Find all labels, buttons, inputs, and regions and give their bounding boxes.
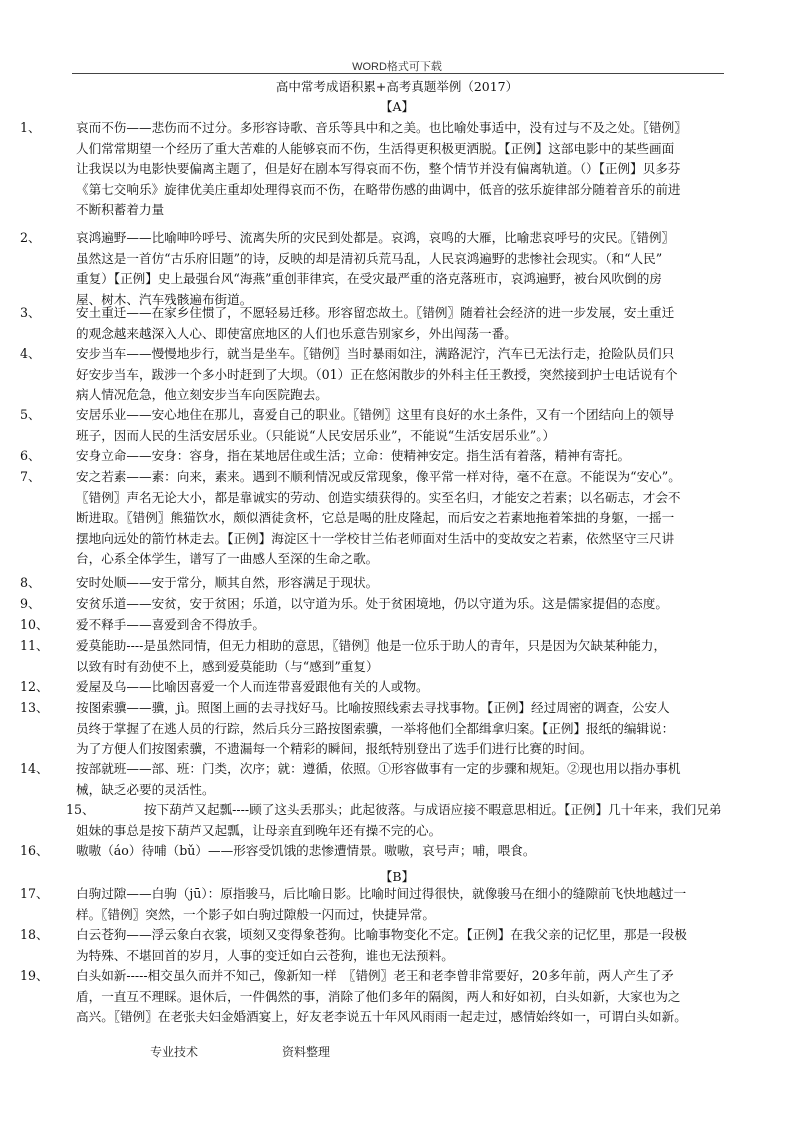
entry-number: 9、 <box>20 596 41 611</box>
entry-10 <box>20 615 760 636</box>
entry-first-line <box>20 800 760 821</box>
entry-line <box>20 249 760 270</box>
entry-number: 13、 <box>20 700 49 715</box>
entry-7 <box>20 467 760 570</box>
entry-number: 18、 <box>20 927 49 942</box>
entry-text: 嗷嗷（áo）待哺（bǔ）——形容受饥饿的悲惨遭情景。嗷嗷，哀号声；哺，喂食。 <box>76 843 536 858</box>
entry-first-line <box>20 594 760 615</box>
entry-15 <box>20 800 760 841</box>
entry-text: 械，缺乏必要的灵活性。 <box>76 781 215 797</box>
entry-line <box>20 549 760 570</box>
entry-text: 爱不释手——喜爱到舍不得放手。 <box>76 617 265 632</box>
entry-number: 5、 <box>20 407 41 422</box>
entry-1 <box>20 118 760 221</box>
entry-line <box>20 159 760 180</box>
entry-4 <box>20 344 760 406</box>
entry-line <box>20 987 760 1008</box>
entry-12 <box>20 677 760 698</box>
entry-text: 盾，一直互不理睬。退休后，一件偶然的事，消除了他们多年的隔阂，两人和好如初，白头如新，大家也为之 <box>76 988 681 1004</box>
entry-text: 人们常常期望一个经历了重大苦难的人能够哀而不伤，生活得更积极更洒脱。【正例】这部电影中的某些画面 <box>76 140 675 156</box>
entry-text: 病人情况危急，他立刻安步当车向医院跑去。 <box>76 387 328 402</box>
entry-19 <box>20 966 760 1028</box>
entry-line <box>20 905 760 926</box>
entry-line <box>20 529 760 550</box>
entry-first-line <box>20 467 760 488</box>
entry-first-line <box>20 344 760 365</box>
entry-text: 虽然这是一首仿“古乐府旧题”的诗，反映的却是清初兵荒马乱，人民哀鸿遍野的悲惨社会现实。（和“人民” <box>76 250 663 266</box>
entry-5 <box>20 405 760 446</box>
entry-text: 爱莫能助----是虽然同情，但无力相助的意思，〖错例〗他是一位乐于助人的青年，只是因为欠缺某种能力， <box>76 638 667 653</box>
entry-number: 4、 <box>20 346 41 361</box>
entry-2 <box>20 228 760 310</box>
entry-text: 台，心系全体学生，谱写了一曲感人至深的生命之歌。 <box>76 551 379 566</box>
entry-first-line <box>20 759 760 780</box>
entry-text: 哀而不伤——悲伤而不过分。多形容诗歌、音乐等具中和之美。也比喻处事适中，没有过与不及之处。〖错例〗 <box>76 120 687 135</box>
entry-3 <box>20 303 760 344</box>
entry-line <box>20 426 760 447</box>
entry-text: 样。〖错例〗突然，一个影子如白驹过隙般一闪而过，快捷异常。 <box>76 906 435 922</box>
entry-number: 19、 <box>20 968 49 983</box>
document-title: 高中常考成语积累+高考真题举例（2017） <box>275 79 519 94</box>
entry-number: 12、 <box>20 679 49 694</box>
entry-first-line <box>20 615 760 636</box>
entry-line <box>20 1007 760 1028</box>
entry-17 <box>20 884 760 925</box>
entry-first-line <box>20 573 760 594</box>
entry-line <box>20 657 760 678</box>
entry-text: 屋、树木、汽车残骸遍布街道。 <box>76 291 253 307</box>
entry-first-line <box>20 636 760 657</box>
entry-first-line <box>20 698 760 719</box>
entry-text: 断进取。〖错例〗熊猫饮水，颇似酒徒贪杯，它总是喝的肚皮隆起，而后安之若素地拖着笨拙的身躯，一摇一 <box>76 510 675 525</box>
entry-number: 3、 <box>20 305 41 320</box>
entry-number: 8、 <box>20 575 41 590</box>
entry-line <box>20 946 760 967</box>
entry-text: 好安步当车，跋涉一个多小时赶到了大坝。（01）正在悠闲散步的外科主任王教授，突然接到护士电话说有个 <box>76 366 678 382</box>
entry-text: 安步当车——慢慢地步行，就当是坐车。〖错例〗当时暴雨如注，满路泥泞，汽车已无法行走，抢险队员们只 <box>76 346 675 361</box>
entry-number: 16、 <box>20 843 49 858</box>
entry-text: 爱屋及乌——比喻因喜爱一个人而连带喜爱跟他有关的人或物。 <box>76 679 429 694</box>
entry-text: 高兴。〖错例〗在老张夫妇金婚酒宴上，好友老李说五十年风风雨雨一起走过，感情始终如一，可谓白头如新。 <box>76 1009 687 1024</box>
entry-first-line <box>20 303 760 324</box>
entry-13 <box>20 698 760 760</box>
entry-text: 安身立命——安身：容身，指在某地居住或生活；立命：使精神安定。指生活有着落，精神有寄托。 <box>76 448 631 463</box>
entry-text: 让我误以为电影快要偏离主题了，但是好在剧本写得哀而不伤，整个情节并没有偏离轨道。（）【正例】贝多芬 <box>76 161 681 176</box>
entry-number: 15、 <box>66 802 95 817</box>
entry-text: 重复）【正例】史上最强台风“海燕”重创菲律宾，在受灾最严重的洛克落班市，哀鸿遍野，被台风吹倒的房 <box>76 271 662 286</box>
entry-first-line <box>20 925 760 946</box>
entry-text: 白驹过隙——白驹（jū）：原指骏马，后比喻日影。比喻时间过得很快，就像骏马在细小的缝隙前飞快地越过一 <box>76 886 687 901</box>
entry-line <box>20 269 760 290</box>
entry-line <box>20 488 760 509</box>
entry-line <box>20 200 760 221</box>
footer-left: 专业技术 <box>150 1045 199 1059</box>
entry-18 <box>20 925 760 966</box>
entry-text: 安居乐业——安心地住在那儿，喜爱自己的职业。〖错例〗这里有良好的水土条件，又有一个团结向上的领导 <box>76 407 675 422</box>
entry-text: 不断积蓄着力量 <box>76 202 165 217</box>
entry-line <box>20 385 760 406</box>
entry-line <box>20 780 760 801</box>
entry-8 <box>20 573 760 594</box>
entry-first-line <box>20 966 760 987</box>
entry-text: 白云苍狗——浮云象白衣裳，顷刻又变得象苍狗。比喻事物变化不定。【正例】在我父亲的记忆里，那是一段极 <box>76 927 687 942</box>
entry-text: 以致有时有劲使不上，感到爱莫能助（与“感到”重复） <box>76 658 379 674</box>
entry-text: 摆地向远处的箭竹林走去。【正例】海淀区十一学校甘兰佑老师面对生活中的变故安之若素，依然坚守三尺讲 <box>76 530 675 546</box>
section-heading-a: 【A】 <box>379 99 415 114</box>
entry-text: 安之若素——素：向来，素来。遇到不顺利情况或反常现象，像平常一样对待，毫不在意。不能误为“安心”。 <box>76 469 681 484</box>
entry-text: 班子，因而人民的生活安居乐业。（只能说“人民安居乐业”，不能说“生活安居乐业”。） <box>76 427 556 443</box>
entry-text: 按图索骥——骥，jì。照图上画的去寻找好马。比喻按照线索去寻找事物。【正例】经过周密的调查，公安人 <box>76 700 670 715</box>
entry-text: 姐妹的事总是按下葫芦又起瓢，让母亲直到晚年还有操不完的心。 <box>76 822 442 838</box>
entry-number: 10、 <box>20 617 49 632</box>
entry-line <box>20 139 760 160</box>
entry-text: 哀鸿遍野——比喻呻吟呼号、流离失所的灾民到处都是。哀鸿，哀鸣的大雁，比喻悲哀呼号的灾民。〖错例〗 <box>76 230 675 245</box>
entry-first-line <box>20 118 760 139</box>
entry-9 <box>20 594 760 615</box>
entry-6 <box>20 446 760 467</box>
entry-text: 按下葫芦又起瓢----顾了这头丢那头；此起彼落。与成语应接不暇意思相近。【正例】几十年来，我们兄弟 <box>144 802 722 817</box>
entry-line <box>20 821 760 842</box>
footer-right: 资料整理 <box>282 1045 331 1059</box>
entry-number: 14、 <box>20 761 49 776</box>
section-heading-b: 【B】 <box>379 869 415 884</box>
entry-line <box>20 365 760 386</box>
entry-line <box>20 180 760 201</box>
entry-text: 员终于掌握了在逃人员的行踪，然后兵分三路按图索骥，一举将他们全都缉拿归案。【正例】报纸的编辑说： <box>76 720 675 736</box>
entry-number: 2、 <box>20 230 41 245</box>
entry-line <box>20 719 760 740</box>
entry-number: 17、 <box>20 886 49 901</box>
entry-line <box>20 324 760 345</box>
entry-first-line <box>20 446 760 467</box>
entry-text: 《第七交响乐》旋律优美庄重却处理得哀而不伤，在略带伤感的曲调中，低音的弦乐旋律部分随着音乐的前进 <box>76 181 681 197</box>
entry-11 <box>20 636 760 677</box>
entry-text: 安时处顺——安于常分，顺其自然，形容满足于现状。 <box>76 575 379 590</box>
entry-first-line <box>20 884 760 905</box>
entry-first-line <box>20 228 760 249</box>
entry-number: 6、 <box>20 448 41 463</box>
entry-text: 白头如新-----相交虽久而并不知己，像新知一样 〖错例〗老王和老李曾非常要好，20多年前，两人产生了矛 <box>76 968 674 983</box>
entry-first-line <box>20 841 760 862</box>
entry-first-line <box>20 677 760 698</box>
entry-number: 1、 <box>20 120 41 135</box>
entry-14 <box>20 759 760 800</box>
entry-text: 安贫乐道——安贫，安于贫困；乐道，以守道为乐。处于贫困境地，仍以守道为乐。这是儒家提倡的态度。 <box>76 596 668 611</box>
entry-text: 为了方便人们按图索骥，不遗漏每一个精彩的瞬间，报纸特别登出了选手们进行比赛的时间。 <box>76 741 593 756</box>
entry-text: 的观念越来越深入人心、即使富庶地区的人们也乐意告别家乡，外出闯荡一番。 <box>76 325 517 341</box>
page-header: WORD格式可下载 <box>352 61 442 73</box>
entry-text: 按部就班——部、班：门类，次序；就：遵循，依照。①形容做事有一定的步骤和规矩。②现也用以指办事机 <box>76 761 681 776</box>
entry-first-line <box>20 405 760 426</box>
header-rule <box>72 73 724 74</box>
entry-number: 11、 <box>20 638 49 653</box>
entry-line <box>20 508 760 529</box>
entry-text: 〖错例〗声名无论大小，都是靠诚实的劳动、创造实绩获得的。实至名归，才能安之若素；以名砺志，才会不 <box>76 489 681 505</box>
entry-text: 安土重迁——在家乡住惯了，不愿轻易迁移。形容留恋故土。〖错例〗随着社会经济的进一步发展，安土重迁 <box>76 305 675 320</box>
entry-line <box>20 739 760 760</box>
entry-text: 为特殊、不堪回首的岁月，人事的变迁如白云苍狗，谁也无法预料。 <box>76 947 454 963</box>
entry-number: 7、 <box>20 469 41 484</box>
entry-16 <box>20 841 760 862</box>
